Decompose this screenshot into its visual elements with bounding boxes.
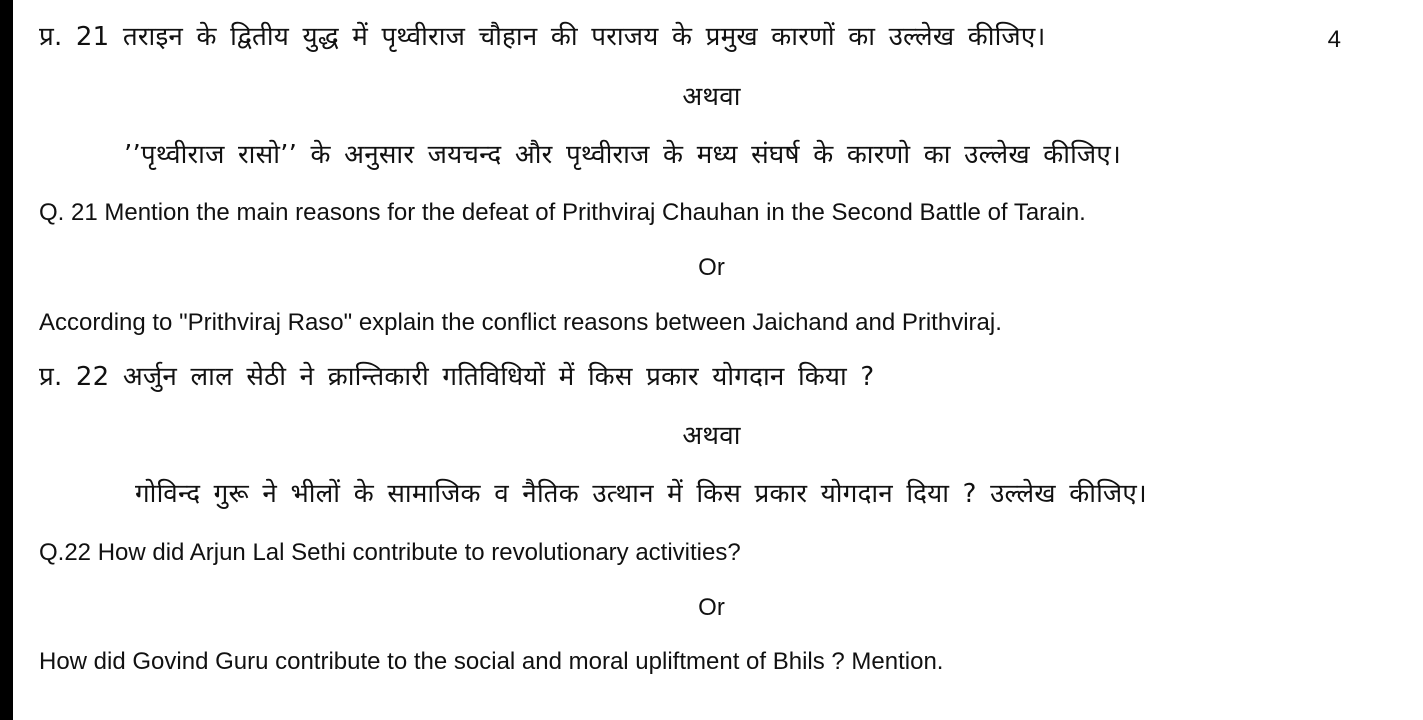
q21-hindi-alternative: ’’पृथ्वीराज रासो’’ के अनुसार जयचन्द और पृथ्वीराज के मध्य संघर्ष के कारणो का उल्लेख कीजिए। [124, 140, 1122, 170]
q21-english-question: Q. 21 Mention the main reasons for the defeat of Prithviraj Chauhan in the Second Battle of Tarain. [39, 199, 1086, 226]
q21-english-alternative: According to "Prithviraj Raso" explain the conflict reasons between Jaichand and Prithviraj. [39, 309, 1002, 336]
q22-hindi-question: प्र. 22 अर्जुन लाल सेठी ने क्रान्तिकारी गतिविधियों में किस प्रकार योगदान किया ? [39, 362, 875, 392]
q22-hindi-alternative: गोविन्द गुरू ने भीलों के सामाजिक व नैतिक उत्थान में किस प्रकार योगदान दिया ? उल्लेख कीजिए। [135, 479, 1147, 509]
q22-english-or: Or [698, 594, 725, 621]
q21-english-or: Or [698, 254, 725, 281]
q22-english-alternative: How did Govind Guru contribute to the social and moral upliftment of Bhils ? Mention. [39, 648, 944, 675]
q22-english-question: Q.22 How did Arjun Lal Sethi contribute to revolutionary activities? [39, 539, 741, 566]
q22-hindi-or: अथवा [682, 421, 741, 451]
q21-hindi-or: अथवा [682, 82, 741, 112]
q21-marks: 4 [1327, 26, 1341, 53]
q21-hindi-question: प्र. 21 तराइन के द्वितीय युद्ध में पृथ्वीराज चौहान की पराजय के प्रमुख कारणों का उल्लेख कीजिए। [39, 22, 1046, 52]
